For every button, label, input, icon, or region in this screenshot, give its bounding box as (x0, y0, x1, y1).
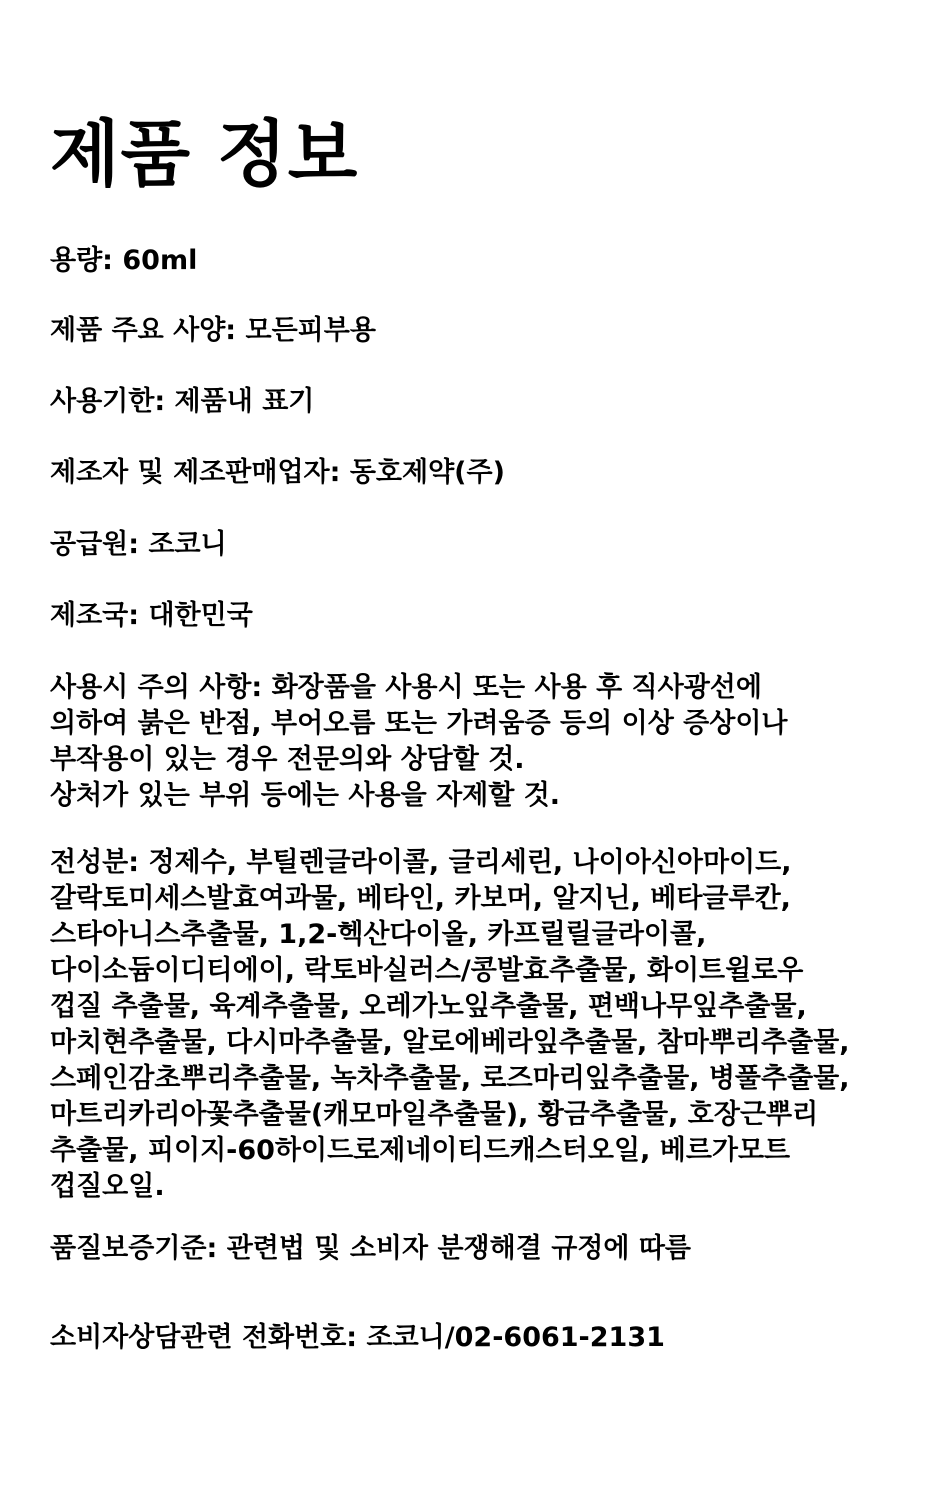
supplier-field (50, 527, 930, 563)
volume-label: 용량: (50, 245, 113, 276)
maker-field (50, 455, 930, 491)
supplier-value: 조코니 (148, 529, 227, 560)
contact-field (50, 1320, 930, 1356)
quality-value: 관련법 및 소비자 분쟁해결 규정에 따름 (226, 1233, 692, 1264)
volume-field (50, 243, 930, 279)
expiry-value: 제품내 표기 (174, 386, 315, 417)
country-label: 제조국: (50, 600, 140, 631)
ingredients-field (50, 845, 930, 1205)
caution-field (50, 670, 930, 814)
ingredients-label: 전성분: (50, 847, 140, 878)
country-value: 대한민국 (148, 600, 253, 631)
ingredients-value: 정제수, 부틸렌글라이콜, 글리세린, 나이아신아마이드, 갈락토미세스발효여과물, 베타인, 카보머, 알지닌, 베타글루칸, 스타아니스추출물, 1,2-헥산다이올, 카프릴릴글라이콜, 다이소듐이디티에이, 락토바실러스/콩발효추출물, 화이트윌로우 껍질 추출물, 육계추출물, 오레가노잎추출물, 편백나무잎추출물, 마치현추출물, 다시마추출물, 알로에베라잎추출물, 참마뿌리추출물, 스페인감초뿌리추출물, 녹차추출물, 로즈마리잎추출물, 병풀추출물, 마트리카리아꽃추출물(캐모마일추출물), 황금추출물, 호장근뿌리 추출물, 피이지-60하이드로제네이티드캐스터오일, 베르가모트 껍질오일. (50, 847, 850, 1202)
spec-field (50, 313, 930, 349)
contact-value: 조코니/02-6061-2131 (366, 1322, 665, 1353)
volume-value: 60ml (122, 245, 198, 276)
spec-label: 제품 주요 사양: (50, 315, 237, 346)
contact-label: 소비자상담관련 전화번호: (50, 1322, 358, 1353)
spec-value: 모든피부용 (245, 315, 376, 346)
expiry-label: 사용기한: (50, 386, 166, 417)
quality-field (50, 1231, 930, 1267)
maker-value: 동호제약(주) (349, 457, 505, 488)
supplier-label: 공급원: (50, 529, 140, 560)
expiry-field (50, 384, 930, 420)
quality-label: 품질보증기준: (50, 1233, 218, 1264)
caution-label: 사용시 주의 사항: (50, 672, 263, 703)
caution-value: 화장품을 사용시 또는 사용 후 직사광선에 의하여 붉은 반점, 부어오름 또는 가려움증 등의 이상 증상이나 부작용이 있는 경우 전문의와 상담할 것. 상처가 있는 부위 등에는 사용을 자제할 것. (50, 672, 788, 811)
page-title: 제품 정보 (50, 112, 359, 196)
country-field (50, 598, 930, 634)
maker-label: 제조자 및 제조판매업자: (50, 457, 341, 488)
